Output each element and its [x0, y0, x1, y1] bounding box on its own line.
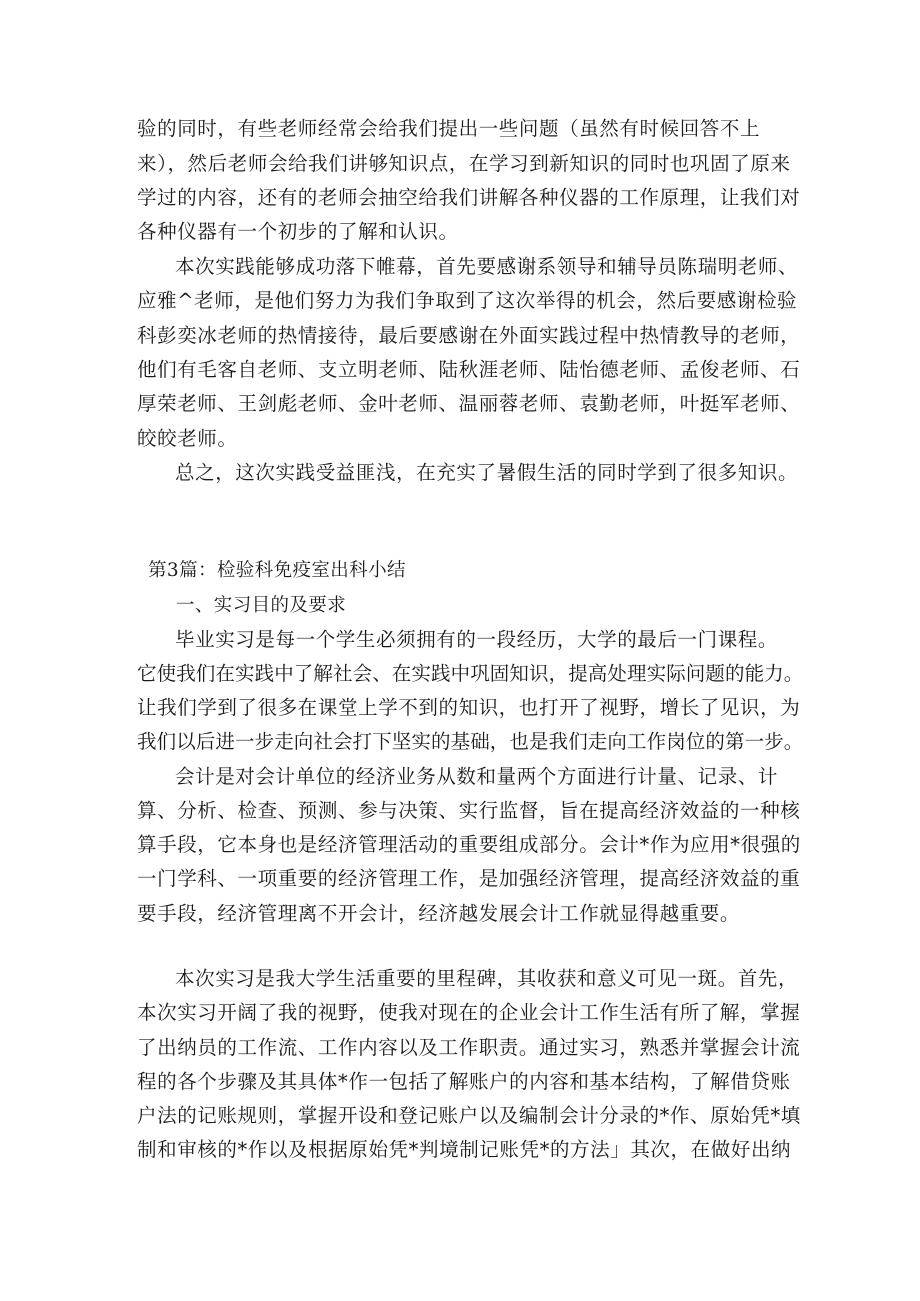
paragraph-line: 学过的内容，还有的老师会抽空给我们讲解各种仪器的工作原理，让我们对 [137, 186, 801, 209]
paragraph-line: 算、分析、检查、预测、参与决策、实行监督，旨在提高经济效益的一种核 [137, 799, 801, 822]
paragraph-line: 来），然后老师会给我们讲够知识点，在学习到新知识的同时也巩固了原来 [137, 152, 791, 175]
paragraph-line: 本次实践能够成功落下帷幕，首先要感谢系领导和辅导员陈瑞明老师、 [175, 255, 799, 278]
paragraph-line: 各种仪器有一个初步的了解和认识。 [137, 220, 459, 243]
paragraph-line: 我们以后进一步走向社会打下坚实的基础，也是我们走向工作岗位的第一步。 [137, 730, 804, 753]
paragraph-line: 制和审核的*作以及根据原始凭*判境制记账凭*的方法」其次，在做好出纳 [137, 1138, 792, 1161]
paragraph-line: 了出纳员的工作流、工作内容以及工作职责。通过实习，熟悉并掌握会计流 [137, 1036, 801, 1059]
paragraph-line: 让我们学到了很多在课堂上学不到的知识，也打开了视野，增长了见识，为 [137, 696, 801, 719]
section-title: 第3篇：检验科免疫室出科小结 [148, 560, 406, 581]
paragraph-line: 本次实习是我大学生活重要的里程碑，其收获和意义可见一斑。首先， [175, 967, 799, 990]
paragraph-line: 总之，这次实践受益匪浅，在充实了暑假生活的同时学到了很多知识。 [175, 461, 799, 484]
section-subtitle: 一、实习目的及要求 [176, 595, 347, 616]
paragraph-line: 他们有毛客自老师、支立明老师、陆秋涯老师、陆怡德老师、孟俊老师、石 [137, 358, 801, 381]
paragraph-line: 皎皎老师。 [137, 427, 238, 450]
paragraph-line: 验的同时，有些老师经常会给我们提出一些问题（虽然有时候回答不上 [137, 117, 761, 140]
paragraph-line: 毕业实习是每一个学生必须拥有的一段经历，大学的最后一门课程。 [175, 628, 779, 651]
paragraph-line: 应雅^老师，是他们努力为我们争取到了这次举得的机会，然后要感谢检验 [137, 289, 798, 312]
paragraph-line: 厚荣老师、王剑彪老师、金叶老师、温丽蓉老师、袁勤老师，叶挺军老师、 [137, 392, 801, 415]
paragraph-line: 户法的记账规则，掌握开设和登记账户以及编制会计分录的*作、原始凭*填 [137, 1104, 801, 1127]
paragraph-line: 程的各个步骤及其具体*作一包括了解账户的内容和基本结构，了解借贷账 [137, 1070, 791, 1093]
paragraph-line: 科彭奕冰老师的热情接待，最后要感谢在外面实践过程中热情教导的老师， [137, 324, 801, 347]
paragraph-line: 会计是对会计单位的经济业务从数和量两个方面进行计量、记录、计 [175, 765, 779, 788]
paragraph-line: 一门学科、一项重要的经济管理工作，是加强经济管理，提高经济效益的重 [137, 867, 801, 890]
paragraph-line: 本次实习开阔了我的视野，使我对现在的企业会计工作生活有所了解，掌握 [137, 1001, 801, 1024]
paragraph-line: 算手段，它本身也是经济管理活动的重要组成部分。会计*作为应用*很强的 [137, 833, 801, 856]
paragraph-line: 要手段，经济管理离不开会计，经济越发展会计工作就显得越重要。 [137, 902, 741, 925]
paragraph-line: 它使我们在实践中了解社会、在实践中巩固知识，提高处理实际问题的能力。 [137, 662, 804, 685]
